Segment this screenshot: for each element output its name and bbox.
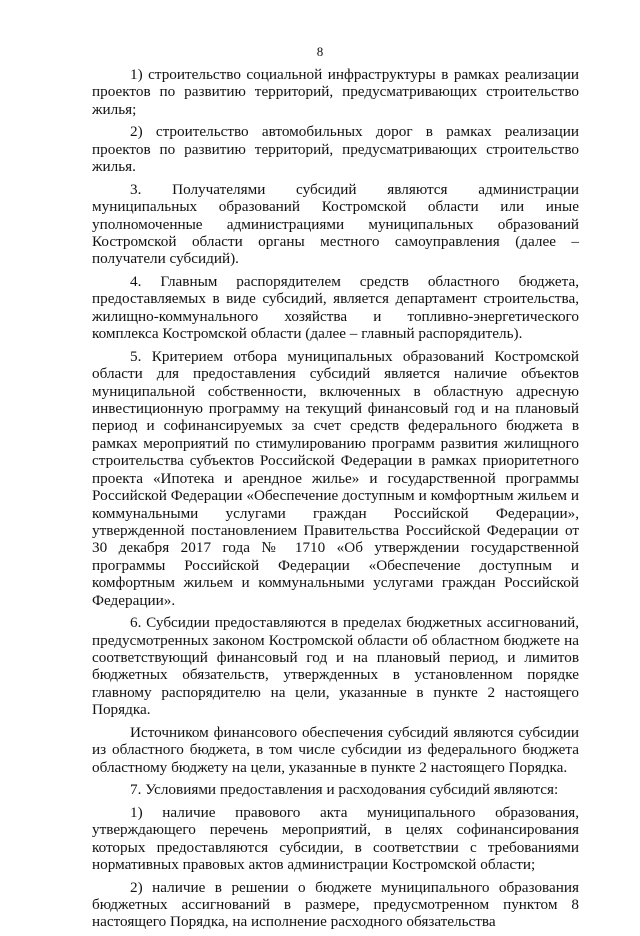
paragraph-3: 3. Получателями субсидий являются администрации муниципальных образований Костромской области или иные уполномоченные администрациями муниципальных образований Костромской области органы местного самоуправления (далее – получатели субсидий). bbox=[92, 180, 579, 268]
paragraph-2: 2) строительство автомобильных дорог в рамках реализации проектов по развитию территорий, предусматривающих строительство жилья. bbox=[92, 123, 579, 176]
paragraph-5: 5. Критерием отбора муниципальных образований Костромской области для предоставления субсидий является наличие объектов муниципальной собственности, включенных в областную адресную инвестиционную программу на текущий финансовый год и на плановый период и софинансируемых за счет средств федерального бюджета в рамках мероприятий по стимулированию программ развития жилищного строительства субъектов Российской Федерации в рамках приоритетного проекта «Ипотека и арендное жилье» и государственной программы Российской Федерации «Обеспечение доступным и комфортным жильем и коммунальными услугами граждан Российской Федерации», утвержденной постановлением Правительства Российской Федерации от 30 декабря 2017 года № 1710 «Об утверждении государственной программы Российской Федерации «Обеспечение доступным и комфортным жильем и коммунальными услугами граждан Российской Федерации». bbox=[92, 347, 579, 609]
paragraph-1: 1) строительство социальной инфраструктуры в рамках реализации проектов по развитию территорий, предусматривающих строительство жилья; bbox=[92, 66, 579, 118]
paragraph-4: 4. Главным распорядителем средств областного бюджета, предоставляемых в виде субсидий, является департамент строительства, жилищно-коммунального хозяйства и топливно-энергетического комплекса Костромской области (далее – главный распорядитель). bbox=[92, 273, 579, 343]
paragraph-6: 6. Субсидии предоставляются в пределах бюджетных ассигнований, предусмотренных законом Костромской области об областном бюджете на соответствующий финансовый год и на плановый период, и лимитов бюджетных обязательств, утвержденных в установленном порядке главному распорядителю на цели, указанные в пункте 2 настоящего Порядка. bbox=[92, 614, 579, 719]
paragraph-7: Источником финансового обеспечения субсидий являются субсидии из областного бюджета, в том числе субсидии из федерального бюджета областному бюджету на цели, указанные в пункте 2 настоящего Порядка. bbox=[92, 723, 579, 776]
paragraph-10: 2) наличие в решении о бюджете муниципального образования бюджетных ассигнований в размере, предусмотренном пунктом 8 настоящего Порядка, на исполнение расходного обязательства bbox=[92, 878, 579, 931]
paragraph-9: 1) наличие правового акта муниципального образования, утверждающего перечень мероприятий, в целях софинансирования которых предоставляются субсидии, в соответствии с требованиями нормативных правовых актов администрации Костромской области; bbox=[92, 803, 579, 873]
document-body bbox=[92, 66, 579, 936]
paragraph-8: 7. Условиями предоставления и расходования субсидий являются: bbox=[130, 781, 559, 799]
page-number: 8 bbox=[316, 44, 324, 59]
